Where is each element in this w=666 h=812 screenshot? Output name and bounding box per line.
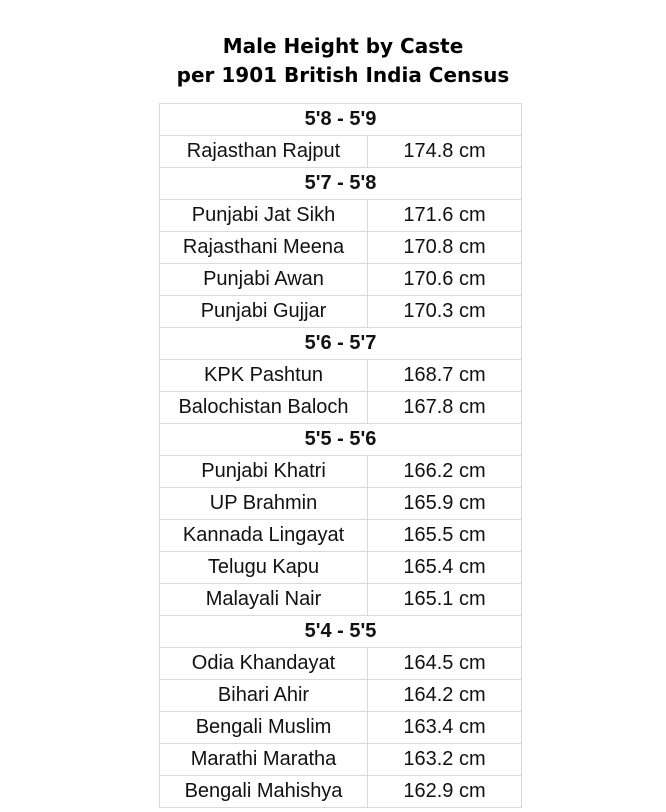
height-value-cell: 165.9 cm (403, 492, 486, 514)
caste-name-cell: Punjabi Jat Sikh (160, 200, 368, 231)
table-row (160, 680, 521, 712)
caste-name-cell: UP Brahmin (160, 488, 368, 519)
table-row (160, 456, 521, 488)
height-value-cell: 165.4 cm (403, 556, 486, 578)
group-header-row: 5'7 - 5'8 (160, 168, 521, 200)
height-value-cell: 165.1 cm (403, 588, 486, 610)
caste-name-cell: KPK Pashtun (160, 360, 368, 391)
caste-name-cell: Telugu Kapu (160, 552, 368, 583)
group-header-row: 5'4 - 5'5 (160, 616, 521, 648)
table-row (160, 392, 521, 424)
height-value-cell: 162.9 cm (403, 780, 486, 802)
height-value-cell: 166.2 cm (403, 460, 486, 482)
height-value-cell: 168.7 cm (403, 364, 486, 386)
caste-name-cell: Punjabi Awan (160, 264, 368, 295)
table-row (160, 776, 521, 808)
table-row (160, 488, 521, 520)
table-row (160, 520, 521, 552)
table-row (160, 200, 521, 232)
height-value-cell: 164.5 cm (403, 652, 486, 674)
height-value-cell: 174.8 cm (403, 140, 486, 162)
group-header-row: 5'8 - 5'9 (160, 103, 521, 136)
caste-name-cell: Balochistan Baloch (160, 392, 368, 423)
caste-name-cell: Odia Khandayat (160, 648, 368, 679)
table-row (160, 296, 521, 328)
height-value-cell: 165.5 cm (403, 524, 486, 546)
table-row (160, 360, 521, 392)
table-row (160, 712, 521, 744)
height-value-cell: 163.2 cm (403, 748, 486, 770)
caste-name-cell: Marathi Maratha (160, 744, 368, 775)
caste-name-cell: Kannada Lingayat (160, 520, 368, 551)
table-row (160, 584, 521, 616)
caste-name-cell: Bihari Ahir (160, 680, 368, 711)
caste-name-cell: Punjabi Gujjar (160, 296, 368, 327)
page-subtitle: per 1901 British India Census (176, 63, 510, 87)
height-value-cell: 170.3 cm (403, 300, 486, 322)
caste-name-cell: Rajasthani Meena (160, 232, 368, 263)
height-value-cell: 171.6 cm (403, 204, 486, 226)
height-value-cell: 170.8 cm (403, 236, 486, 258)
caste-name-cell: Bengali Muslim (160, 712, 368, 743)
table-row (160, 744, 521, 776)
page-title: Male Height by Caste (222, 34, 464, 58)
table-row (160, 264, 521, 296)
table-row (160, 136, 521, 168)
height-value-cell: 170.6 cm (403, 268, 486, 290)
height-value-cell: 163.4 cm (403, 716, 486, 738)
table-row (160, 552, 521, 584)
caste-name-cell: Rajasthan Rajput (160, 136, 368, 167)
caste-name-cell: Malayali Nair (160, 584, 368, 615)
caste-name-cell: Punjabi Khatri (160, 456, 368, 487)
group-header-row: 5'6 - 5'7 (160, 328, 521, 360)
group-header-row: 5'5 - 5'6 (160, 424, 521, 456)
caste-name-cell: Bengali Mahishya (160, 776, 368, 807)
height-table (159, 103, 522, 808)
table-row (160, 232, 521, 264)
height-value-cell: 164.2 cm (403, 684, 486, 706)
height-value-cell: 167.8 cm (403, 396, 486, 418)
table-row (160, 648, 521, 680)
